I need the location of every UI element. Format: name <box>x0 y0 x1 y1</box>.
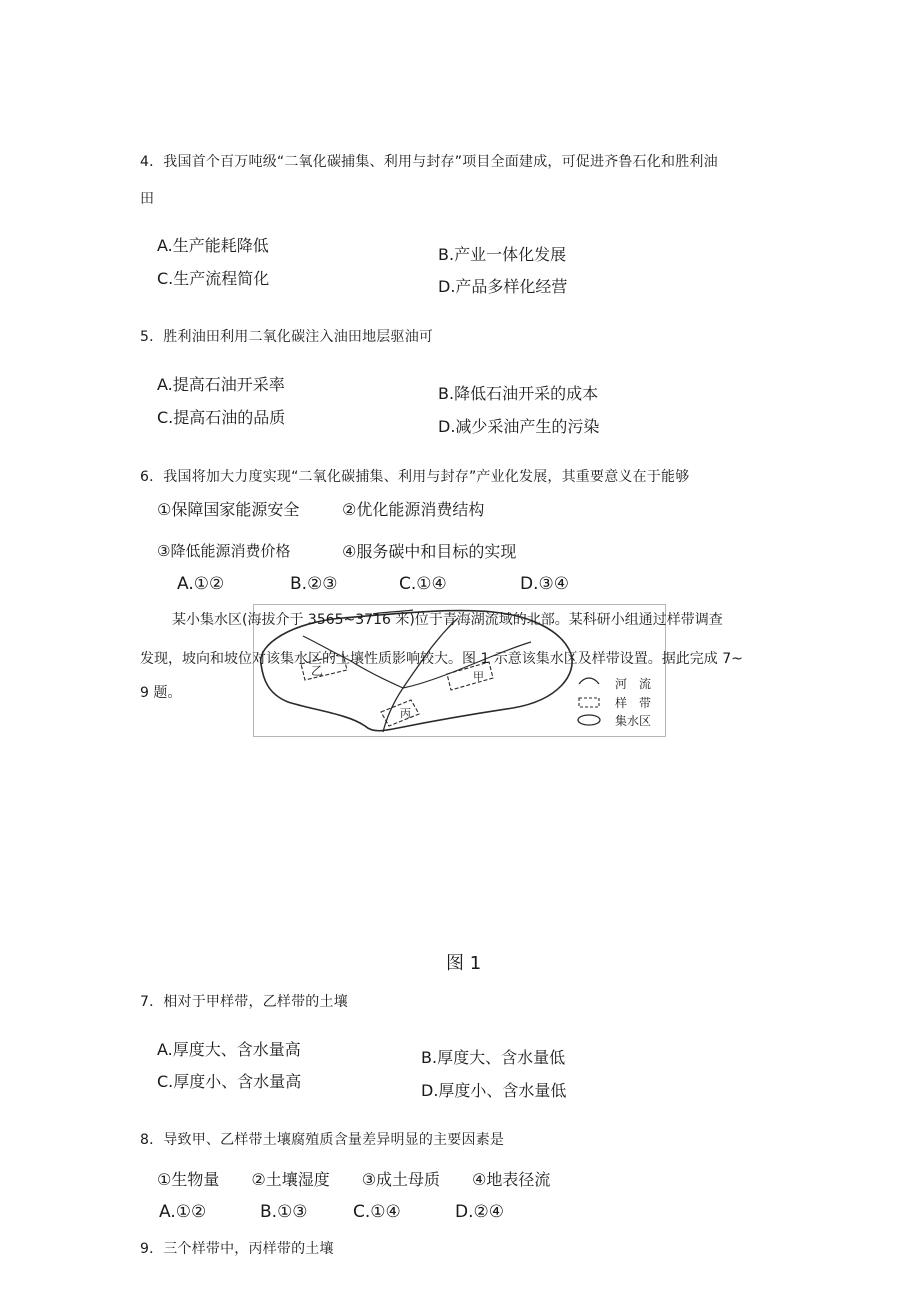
q4-option-c: C.生产流程简化 <box>157 269 270 288</box>
q4-option-a: A.生产能耗降低 <box>157 236 269 255</box>
q5-option-c: C.提高石油的品质 <box>157 408 286 427</box>
legend-river-label: 河 流 <box>615 677 652 691</box>
q7-option-b: B.厚度大、含水量低 <box>421 1048 566 1067</box>
q7-option-c: C.厚度小、含水量高 <box>157 1072 302 1091</box>
q6-stem: 6．我国将加大力度实现“二氧化碳捕集、利用与封存”产业化发展，其重要意义在于能够 <box>140 469 690 485</box>
band-bing-label: 丙 <box>400 707 411 720</box>
q8-stem: 8．导致甲、乙样带土壤腐殖质含量差异明显的主要因素是 <box>140 1132 505 1148</box>
q8-items: ①生物量 ②土壤湿度 ③成土母质 ④地表径流 <box>157 1170 551 1189</box>
legend-area-label: 集水区 <box>615 714 652 728</box>
q4-stem-line1: 4．我国首个百万吨级“二氧化碳捕集、利用与封存”项目全面建成，可促进齐鲁石化和胜利油 <box>140 154 718 170</box>
q6-option-d: D.③④ <box>520 574 569 594</box>
q5-option-a: A.提高石油开采率 <box>157 375 285 394</box>
q6-option-a: A.①② <box>177 574 225 594</box>
band-yi-label: 乙 <box>311 664 324 678</box>
q6-item-1: ①保障国家能源安全 <box>157 500 300 519</box>
figure-caption: 图 1 <box>446 953 482 974</box>
q8-option-b: B.①③ <box>260 1202 308 1222</box>
q4-option-b: B.产业一体化发展 <box>438 245 567 264</box>
q7-option-d: D.厚度小、含水量低 <box>421 1081 567 1100</box>
q4-option-d: D.产品多样化经营 <box>438 277 568 296</box>
passage-line3: 9 题。 <box>140 685 182 701</box>
legend-band-label: 样 带 <box>615 696 652 710</box>
q5-stem: 5．胜利油田利用二氧化碳注入油田地层驱油可 <box>140 329 434 345</box>
q5-option-b: B.降低石油开采的成本 <box>438 384 599 403</box>
q6-option-c: C.①④ <box>399 574 447 594</box>
q5-option-d: D.减少采油产生的污染 <box>438 417 600 436</box>
q7-stem: 7．相对于甲样带，乙样带的土壤 <box>140 994 348 1010</box>
band-jia-label: 甲 <box>473 670 484 683</box>
q7-option-a: A.厚度大、含水量高 <box>157 1040 301 1059</box>
q9-stem: 9．三个样带中，丙样带的土壤 <box>140 1241 334 1257</box>
q4-stem-line2: 田 <box>140 191 155 207</box>
q8-option-c: C.①④ <box>353 1202 401 1222</box>
q6-item-2: ②优化能源消费结构 <box>342 500 485 519</box>
q8-option-a: A.①② <box>159 1202 207 1222</box>
q6-item-3: ③降低能源消费价格 <box>157 542 291 560</box>
passage-line1: 某小集水区(海拔介于 3565~3716 米)位于青海湖流域的北部。某科研小组通过样带调查 <box>172 612 723 628</box>
q6-option-b: B.②③ <box>290 574 338 594</box>
passage-line2: 发现，坡向和坡位对该集水区的土壤性质影响较大。图 1 示意该集水区及样带设置。据此完成 7~ <box>140 651 743 667</box>
q6-item-4: ④服务碳中和目标的实现 <box>342 542 517 561</box>
q8-option-d: D.②④ <box>455 1202 504 1222</box>
